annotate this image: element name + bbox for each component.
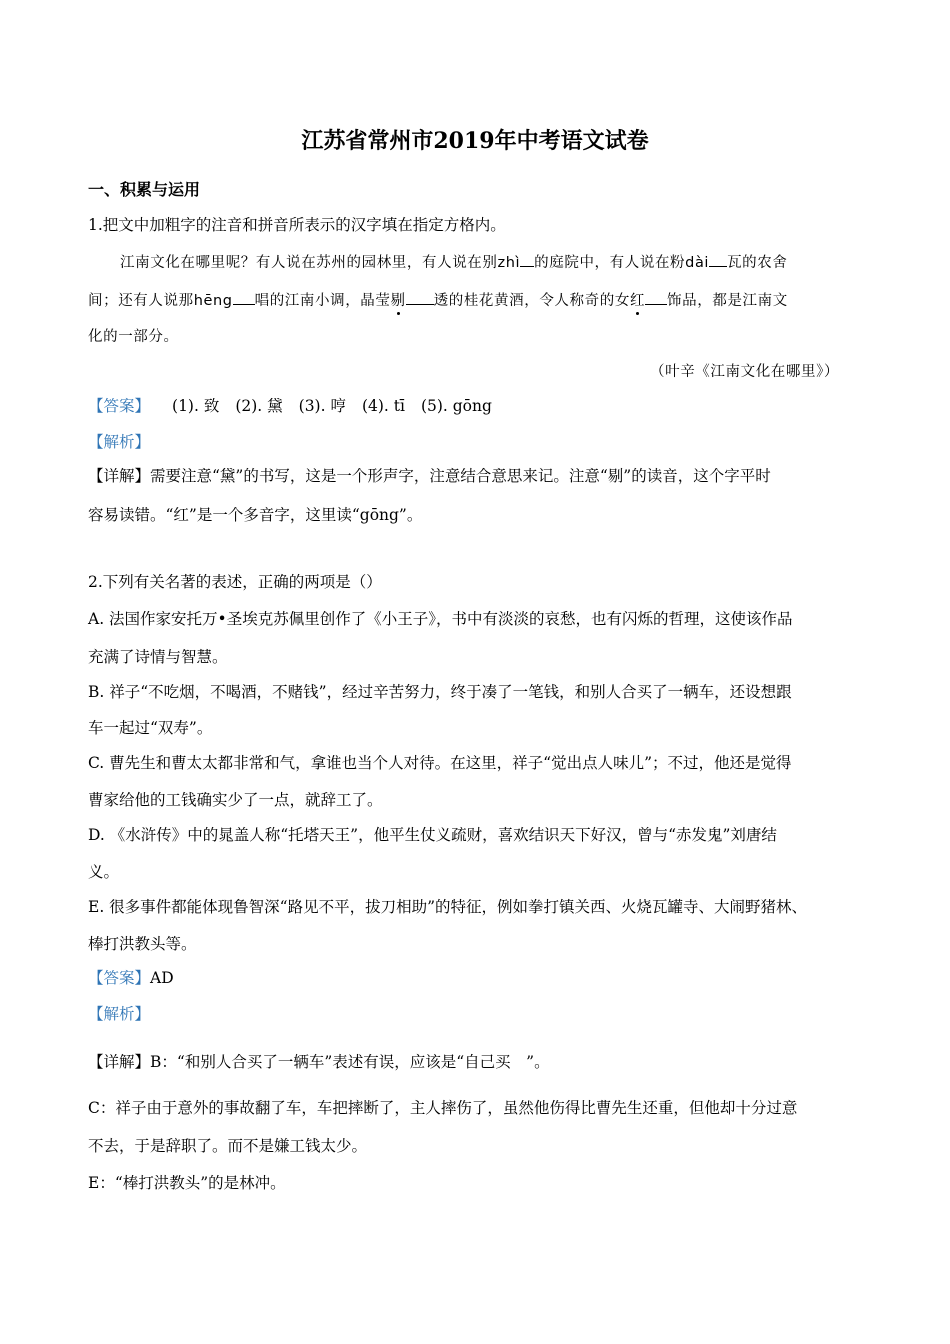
q2-option-c-line-2: 曹家给他的工钱确实少了一点，就辞工了。 [88,791,383,809]
q2-analysis-label: 【解析】 [88,1005,151,1023]
q1-detail-line-1: 【详解】需要注意“黛”的书写，这是一个形声字，注意结合意思来记。注意“剔”的读音，这个字平时 [88,467,771,485]
passage-line-2 [88,290,788,311]
passage-text: 江南文化在哪里呢？有人说在苏州的园林里，有人说在别 [120,255,498,271]
answer-label: 【答案】 [88,397,151,415]
blank-3 [233,290,255,305]
q2-detail-e: E：“棒打洪教头”的是林冲。 [88,1174,286,1192]
q1-prompt: 1.把文中加粗字的注音和拼音所表示的汉字填在指定方格内。 [88,216,506,234]
bold-char-ti: 剔 [390,293,406,309]
q2-option-e-line-1: E. 很多事件都能体现鲁智深“路见不平，拔刀相助”的特征，例如拳打镇关西、火烧瓦罐寺、大闹野猪林、 [88,898,808,916]
q2-detail-c-line-2: 不去，于是辞职了。而不是嫌工钱太少。 [88,1137,368,1155]
answer-item: (2). 黛 [235,397,283,415]
passage-line-3: 化的一部分。 [88,329,179,345]
q1-detail-line-2: 容易读错。“红”是一个多音字，这里读“gōng”。 [88,506,423,524]
q1-analysis-label: 【解析】 [88,433,151,451]
page-title: 江苏省常州市2019年中考语文试卷 [301,128,649,154]
q2-detail-c-line-1: C：祥子由于意外的事故翻了车，车把摔断了，主人摔伤了，虽然他伤得比曹先生还重，但他却十分过意 [88,1099,798,1117]
answer-item: (1). 致 [172,397,220,415]
blank-2 [709,252,727,267]
q2-option-b-line-2: 车一起过“双寿”。 [88,719,213,737]
q2-option-d-line-2: 义。 [88,863,120,881]
answer-value: AD [150,969,174,987]
passage-text: 间；还有人说那 [88,293,194,309]
q2-option-e-line-2: 棒打洪教头等。 [88,935,197,953]
passage-text: 透的桂花黄酒，令人称奇的女 [433,293,630,309]
q2-option-a-line-1: A. 法国作家安托万•圣埃克苏佩里创作了《小王子》，书中有淡淡的哀愁，也有闪烁的哲理，这使该作品 [88,610,793,628]
blank-1 [520,252,534,267]
pinyin-heng: hēng [193,293,233,309]
answer-label: 【答案】 [88,969,151,987]
passage-source: （叶辛《江南文化在哪里》） [650,364,840,380]
q1-answer [88,396,508,416]
pinyin-dai: dài [685,255,710,271]
passage-line-1 [120,252,787,273]
answer-item: (5). gōng [420,397,492,415]
q2-option-a-line-2: 充满了诗情与智慧。 [88,648,228,666]
q2-detail-b: 【详解】B：“和别人合买了一辆车”表述有误，应该是“自己买 ”。 [88,1053,550,1071]
passage-text: 瓦的农舍 [727,255,788,271]
answer-item: (3). 哼 [298,397,346,415]
answer-item: (4). tī [361,397,405,415]
bold-char-hong: 红 [629,293,646,309]
q2-option-c-line-1: C. 曹先生和曹太太都非常和气，拿谁也当个人对待。在这里，祥子“觉出点人味儿”；不过，他还是觉得 [88,754,792,772]
section-heading: 一、积累与运用 [88,180,201,199]
pinyin-zhi: zhì [497,255,521,271]
passage-text: 的庭院中，有人说在粉 [534,255,686,271]
q2-answer [88,968,174,988]
q2-option-b-line-1: B. 祥子“不吃烟，不喝酒，不赌钱”，经过辛苦努力，终于凑了一笔钱，和别人合买了一辆车，还设想跟 [88,683,792,701]
blank-4 [406,290,434,305]
passage-text: 饰品，都是江南文 [667,293,788,309]
blank-5 [645,290,667,305]
passage-text: 唱的江南小调，晶莹 [254,293,391,309]
q2-option-d-line-1: D. 《水浒传》中的晁盖人称“托塔天王”，他平生仗义疏财，喜欢结识天下好汉，曾与“赤发鬼”刘唐结 [88,826,777,844]
q2-prompt: 2.下列有关名著的表述，正确的两项是（） [88,573,382,591]
